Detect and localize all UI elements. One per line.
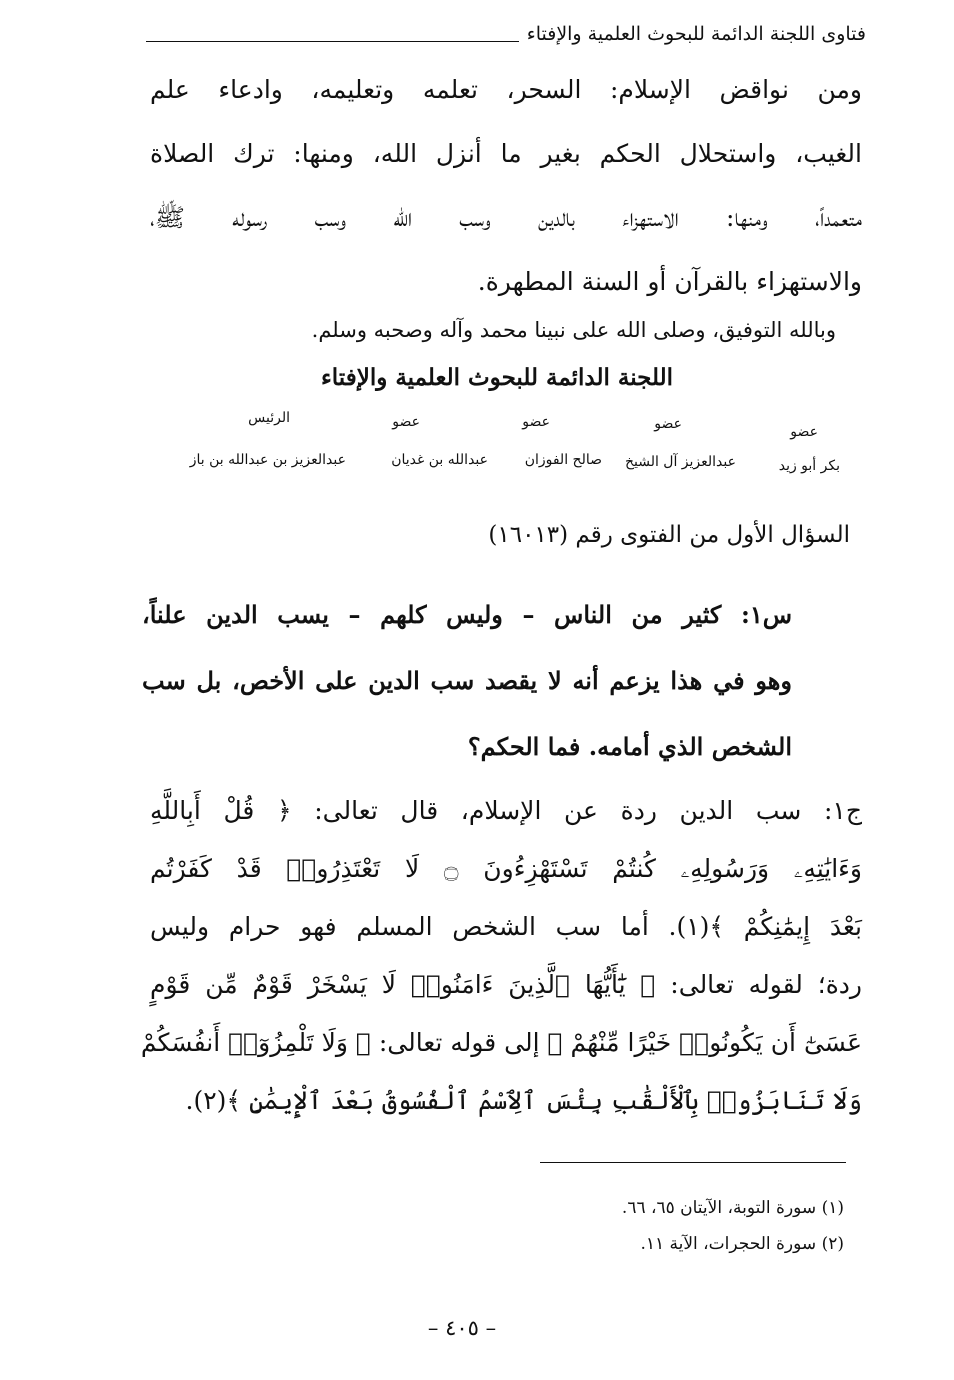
- intro-line: والاستهزاء بالقرآن أو السنة المطهرة.: [477, 267, 862, 296]
- signature-role: الرئيس: [248, 410, 290, 426]
- signature-role: عضو: [654, 416, 682, 432]
- signature-name: بكر أبو زيد: [778, 458, 840, 474]
- intro-paragraph: [150, 58, 862, 314]
- intro-line: الغيب، واستحلال الحكم بغير ما أنزل الله، ومنها: ترك الصلاة: [150, 139, 862, 168]
- answer-line: ج١: سب الدين ردة عن الإسلام، قال تعالى: ﴿ قُلْ أَبِاللَّهِ: [150, 796, 862, 825]
- signature-name: صالح الفوزان: [524, 452, 602, 468]
- signature-role: عضو: [392, 414, 420, 430]
- footnotes: [622, 1190, 844, 1262]
- footnote: (٢) سورة الحجرات، الآية ١١.: [640, 1234, 844, 1254]
- answer-line: وَلَا تَنَابَزُوا۟ بِٱلْأَلْقَٰبِ بِئْسَ ٱلِٱسْمُ ٱلْفُسُوقُ بَعْدَ ٱلْإِيمَٰنِ ﴾(٢).: [185, 1086, 862, 1115]
- running-header-title: فتاوى اللجنة الدائمة للبحوث العلمية والإفتاء: [526, 23, 866, 45]
- closing-line: وبالله التوفيق، وصلى الله على نبينا محمد وآله وصحبه وسلم.: [311, 318, 836, 342]
- answer-line: بَعْدَ إِيمَٰنِكُمْ ﴾(١). أما سب الشخص المسلم فهو حرام وليس: [150, 912, 862, 941]
- question-line: وهو في هذا يزعم أنه لا يقصد سب الدين على الأخص، بل سب: [142, 666, 792, 695]
- answer-line: وَءَايَٰتِهِۦ وَرَسُولِهِۦ كُنتُمْ تَسْتَهْزِءُونَ ۝ لَا تَعْتَذِرُوا۟ قَدْ كَفَرْتُم: [150, 854, 862, 883]
- answer-line: ردة؛ لقوله تعالى: ﴿ يَٰٓأَيُّهَا ٱلَّذِينَ ءَامَنُوا۟ لَا يَسْخَرْ قَوْمٌ مِّن قَوْمٍ: [150, 970, 862, 999]
- question-heading: السؤال الأول من الفتوى رقم (١٦٠١٣): [488, 522, 850, 548]
- signature-role: عضو: [790, 424, 818, 440]
- answer-line: عَسَىٰٓ أَن يَكُونُوا۟ خَيْرًا مِّنْهُمْ ﴾ إلى قوله تعالى: ﴿ وَلَا تَلْمِزُوٓا۟ أَنفُسَكُمْ: [140, 1028, 862, 1057]
- question-line: الشخص الذي أمامه. فما الحكم؟: [467, 732, 792, 761]
- signature-name: عبدالله بن غديان: [391, 452, 488, 468]
- question-paragraph: [142, 582, 792, 780]
- committee-title: اللجنة الدائمة للبحوث العلمية والإفتاء: [320, 364, 674, 391]
- intro-line: ومن نواقض الإسلام: السحر، تعلمه وتعليمه، وادعاء علم: [150, 75, 862, 104]
- answer-paragraph: [140, 782, 862, 1130]
- signature-name: عبدالعزيز بن عبدالله بن باز: [189, 452, 346, 468]
- footnote: (١) سورة التوبة، الآيتان ٦٥، ٦٦.: [621, 1198, 844, 1218]
- signature-role: عضو: [522, 414, 550, 430]
- signature-name: عبدالعزيز آل الشيخ: [624, 454, 736, 470]
- header-rule: [146, 41, 519, 42]
- page-number: – ٤٠٥ –: [427, 1316, 497, 1340]
- signature-roles: [150, 410, 840, 444]
- signature-names: [150, 452, 840, 478]
- intro-line: متعمداً، ومنها: الاستهزاء بالدين وسب الله وسب رسوله ﷺ،: [150, 203, 862, 232]
- question-line: س١: كثير من الناس – وليس كلهم – يسب الدين علناً،: [142, 600, 792, 629]
- running-header: [146, 16, 866, 52]
- footnote-rule: [540, 1162, 846, 1163]
